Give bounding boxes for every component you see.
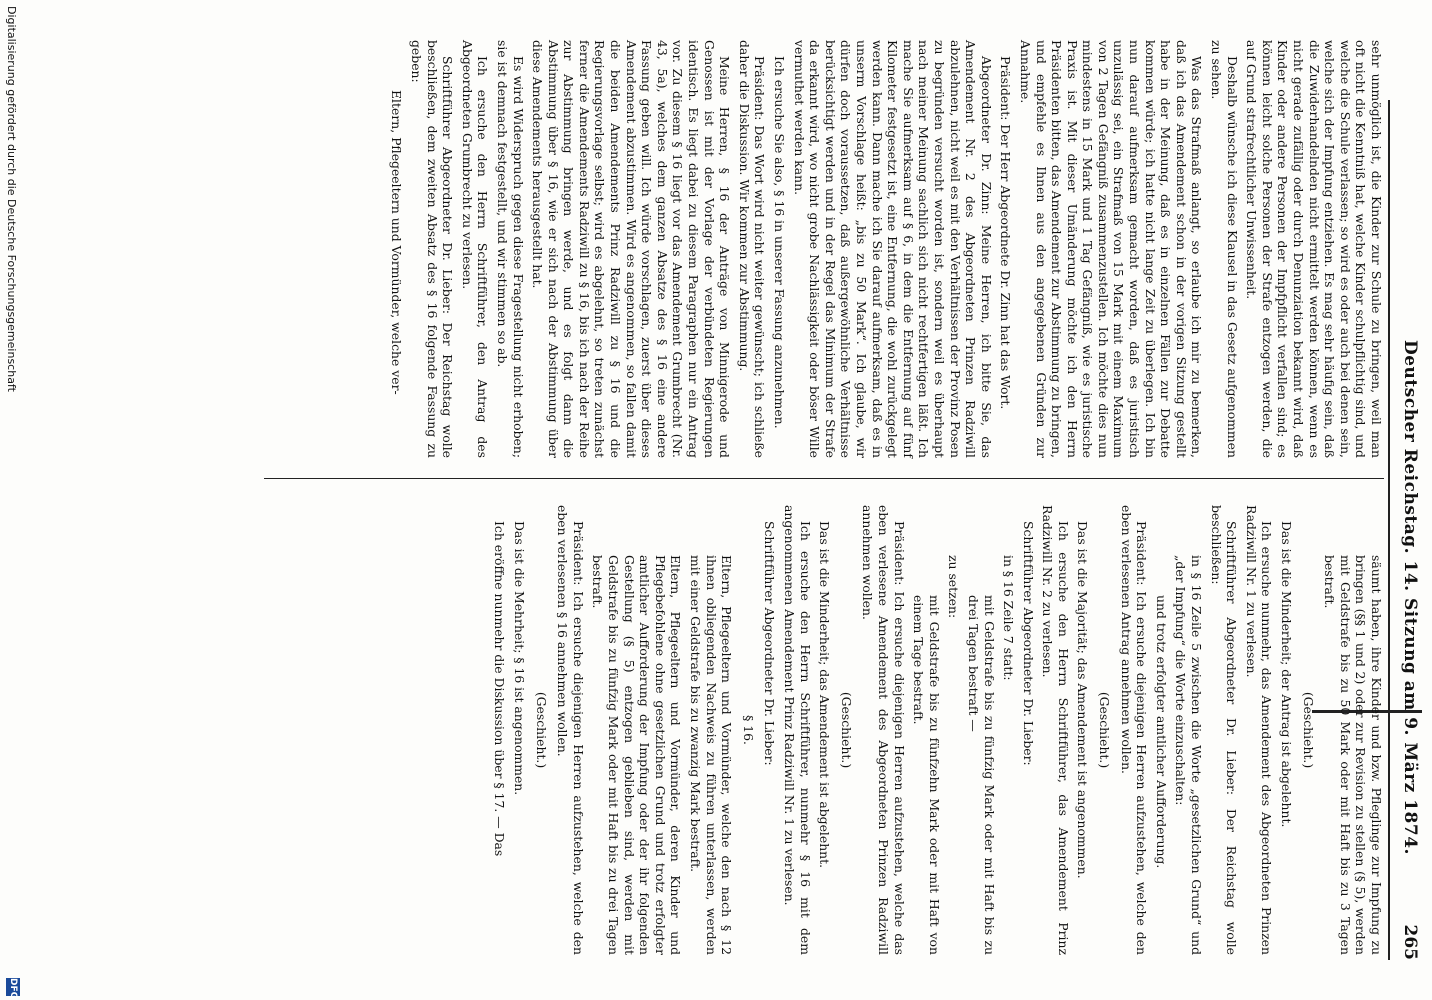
quoted-text: und trotz erfolgter amtlicher Aufforderung.	[1153, 595, 1169, 869]
paragraph: Das ist die Majorität; das Amendement ist angenommen.	[1075, 521, 1091, 879]
paragraph: Ich ersuche Sie also, § 16 in unserer Fassung anzunehmen.	[772, 56, 788, 429]
digitization-footer	[2, 0, 20, 1000]
paragraph: sehr unmöglich ist, die Kinder zur Schule zu bringen, weil man oft nicht die Kenntniß hat, welche Kinder schulpflichtig sind, und welche die Schule verlassen; so wird es oder auch bei denen sein, welche sich der Impfung entziehen. Es mag sehr häufig sein, daß die Zuwiderhandelnden nicht ermittelt werden können, wenn es nicht gerade zufällig oder durch Denunziation bekannt wird, daß Kinder oder andere Personen der Impfpflicht verfallen sind; es können leicht solche Personen der Strafe entzogen werden, die auf Grund strafrechtlicher Unwissenheit.	[1244, 40, 1384, 458]
quoted-text: mit Geldstrafe bis zu fünfzig Mark oder mit Haft bis zu drei Tagen bestraft —	[965, 595, 997, 955]
paragraph: Ich ersuche nunmehr, das Amendement des Abgeordneten Prinzen Radziwill Nr. 1 zu verlesen.	[1243, 505, 1275, 955]
quoted-text: säumt haben, ihre Kinder und bzw. Pfleglinge zur Impfung zu bringen (§§ 1 und 2) oder zur Revision zu stellen (§ 5), werden mit Geldstrafe bis zu 50 Mark oder mit Haft bis zu 3 Tagen bestraft.	[1322, 555, 1384, 955]
paragraph: Deshalb wünsche ich diese Klausel in das Gesetz aufgenommen zu sehen.	[1209, 40, 1240, 458]
quoted-text: in § 16 Zeile 5 zwischen die Worte „gesetzlichen Grund“ und „der Impfung“ die Worte einzuschalten:	[1173, 555, 1205, 955]
digitization-credit: Digitalisierung gefördert durch die Deutsche Forschungsgemeinschaft	[5, 6, 18, 392]
quoted-text: Eltern, Pflegeeltern und Vormünder, welche den nach § 12 ihnen obliegenden Nachweis zu führen unterlassen, werden mit einer Geldstrafe bis zu zwanzig Mark bestraft.	[688, 555, 735, 955]
page-header	[1394, 110, 1424, 960]
speaker-paragraph: Präsident: Ich ersuche diejenigen Herren aufzustehen, welche den eben verlesenen § 16 annehmen wollen.	[555, 505, 586, 955]
quoted-text: in § 16 Zeile 7 statt:	[1001, 555, 1017, 681]
speaker-paragraph: Präsident: Das Wort wird nicht weiter gewünscht; ich schließe daher die Diskussion. Wir kommen zur Abstimmung.	[736, 40, 768, 458]
stage-direction: (Geschieht.)	[533, 691, 549, 769]
speaker-paragraph: Präsident: Ich ersuche diejenigen Herren aufzustehen, welche den eben verlesenen Antrag annehmen wollen.	[1118, 505, 1150, 955]
left-column	[385, 40, 1384, 458]
quoted-text: mit Geldstrafe bis zu fünfzehn Mark oder mit Haft von einem Tage bestraft.	[911, 595, 942, 955]
paragraph: Das ist die Minderheit; das Amendement ist abgelehnt.	[817, 521, 833, 869]
quoted-text: zu setzen:	[946, 555, 962, 619]
paragraph: Ich eröffne nunmehr die Diskussion über § 17. — Das	[492, 521, 508, 857]
speaker-paragraph: Präsident: Ich ersuche diejenigen Herren aufzustehen, welche das eben verlesene Amendement des Abgeordneten Prinzen Radziwill annehmen wollen.	[860, 505, 907, 955]
paragraph: Das ist die Mehrheit; § 16 ist angenommen.	[512, 521, 528, 796]
paragraph: Es wird Widerspruch gegen diese Fragestellung nicht erhoben; sie ist demnach festgestellt, und wir stimmen so ab.	[494, 40, 526, 458]
column-divider	[264, 478, 1384, 479]
speaker-paragraph: Abgeordneter Dr. Zinn: Meine Herren, ich bitte Sie, das Amendement Nr. 2 des Abgeordneten Prinzen Radziwill abzulehnen, nicht weil es mit den Verhältnissen der Provinz Posen zu begründen versucht worden ist, sondern weil es überhaupt nach meiner Meinung sachlich sich nicht rechtfertigen läßt. Ich mache Sie aufmerksam auf § 6, in dem die Entfernung auf fünf Kilometer festgesetzt ist, eine Entfernung, die wohl zurückgelegt werden kann. Dann mache ich Sie darauf aufmerksam, daß es in unserm Vorschlage heißt: „bis zu 50 Mark“. Ich glaube, wir dürfen doch voraussetzen, daß außergewöhnliche Verhältnisse berücksichtigt werden und in der Regel das Minimum der Strafe da erkannt wird, wo nicht grobe Nachlässigkeit oder böser Wille vermuthet werden kann.	[791, 40, 994, 458]
quoted-text: Eltern, Pflegeeltern und Vormünder, welche ver-	[389, 90, 405, 395]
stage-direction: (Geschieht.)	[1097, 691, 1113, 769]
paragraph: Ich ersuche den Herrn Schriftführer, den Antrag des Abgeordneten Grumbrecht zu verlesen.	[459, 40, 491, 458]
speaker-paragraph: Schriftführer Abgeordneter Dr. Lieber:	[762, 521, 778, 766]
speaker-paragraph: Schriftführer Abgeordneter Dr. Lieber: Der Reichstag wolle beschließen, dem zweiten Absatz des § 16 folgende Fassung zu geben:	[408, 40, 456, 458]
page-number: 265	[1400, 924, 1420, 960]
paragraph: Ich ersuche den Herrn Schriftführer, nunmehr § 16 mit dem angenommenen Amendement Prinz Radziwill Nr. 1 zu verlesen.	[782, 505, 813, 955]
stage-direction: (Geschieht.)	[1300, 691, 1316, 769]
paragraph: Meine Herren, § 16 der Anträge von Minnigerode und Genossen ist mit der Vorlage der verbündeten Regierungen identisch. Es liegt dabei zu diesem Paragraphen nur ein Antrag vor. Zu diesem § 16 liegt vor das Amendement Grumbrecht (Nr. 43, 5a), welches dem ganzen Absatze des § 16 eine andere Fassung geben will. Ich würde vorschlagen, zuerst über dieses Amendement abzustimmen. Wird es angenommen, so fallen damit die beiden Amendements Prinz Radziwill zu § 16 und die Regierungsvorlage selbst; wird es abgelehnt, so treten zunächst ferner die Amendements Radziwill zu § 16, bis ich nach der Reihe zur Abstimmung bringen werde, und es folgt dann die Abstimmung über § 16, wie er sich nach der Abstimmung über diese Amendements herausgestellt hat.	[530, 40, 733, 458]
quoted-text: Eltern, Pflegeeltern und Vormünder, deren Kinder und Pflegebefohlene ohne gesetzlichen Grund und trotz erfolgter amtlicher Aufforderung der Impfung oder der ihr folgenden Gestellung (§ 5) entzogen geblieben sind, werden mit Geldstrafe bis zu fünfzig Mark oder mit Haft bis zu drei Tagen bestraft.	[590, 555, 684, 955]
dfg-logo: DFG	[8, 978, 18, 1000]
header-rule	[1388, 100, 1390, 960]
page-title: Deutscher Reichstag. 14. Sitzung am 9. März 1874.	[1400, 340, 1420, 855]
speaker-paragraph: Präsident: Der Herr Abgeordnete Dr. Zinn hat das Wort.	[998, 56, 1014, 410]
paragraph: Das ist die Minderheit; der Antrag ist abgelehnt.	[1279, 521, 1295, 828]
section-heading: § 16.	[740, 715, 756, 745]
speaker-paragraph: Schriftführer Abgeordneter Dr. Lieber: Der Reichstag wolle beschließen:	[1208, 505, 1240, 955]
stage-direction: (Geschieht.)	[838, 691, 854, 769]
right-column	[488, 505, 1384, 955]
paragraph: Ich ersuche den Herrn Schriftführer, das Amendement Prinz Radziwill Nr. 2 zu verlesen.	[1040, 505, 1071, 955]
paragraph: Was das Strafmaß anlangt, so erlaube ich mir zu bemerken, daß ich das Amendement schon in der vorigen Sitzung gestellt habe in der Meinung, daß es in einzelnen Fällen zur Debatte kommen würde; ich hatte nicht lange Zeit zu überlegen. Ich bin nun darauf aufmerksam gemacht worden, daß es juristisch unzulässig sei, ein Strafmaß von 15 Mark mit einem Maximum von 2 Tagen Gefängniß zusammenzustellen. Ich möchte dies nun mindestens in 15 Mark und 1 Tag Gefängniß, wie es juristische Praxis ist. Mit dieser Umänderung möchte ich den Herrn Präsidenten bitten, das Amendement zur Abstimmung zu bringen, und empfehle es Ihnen aus den angegebenen Gründen zur Annahme.	[1017, 40, 1205, 458]
speaker-paragraph: Schriftführer Abgeordneter Dr. Lieber:	[1020, 521, 1036, 766]
